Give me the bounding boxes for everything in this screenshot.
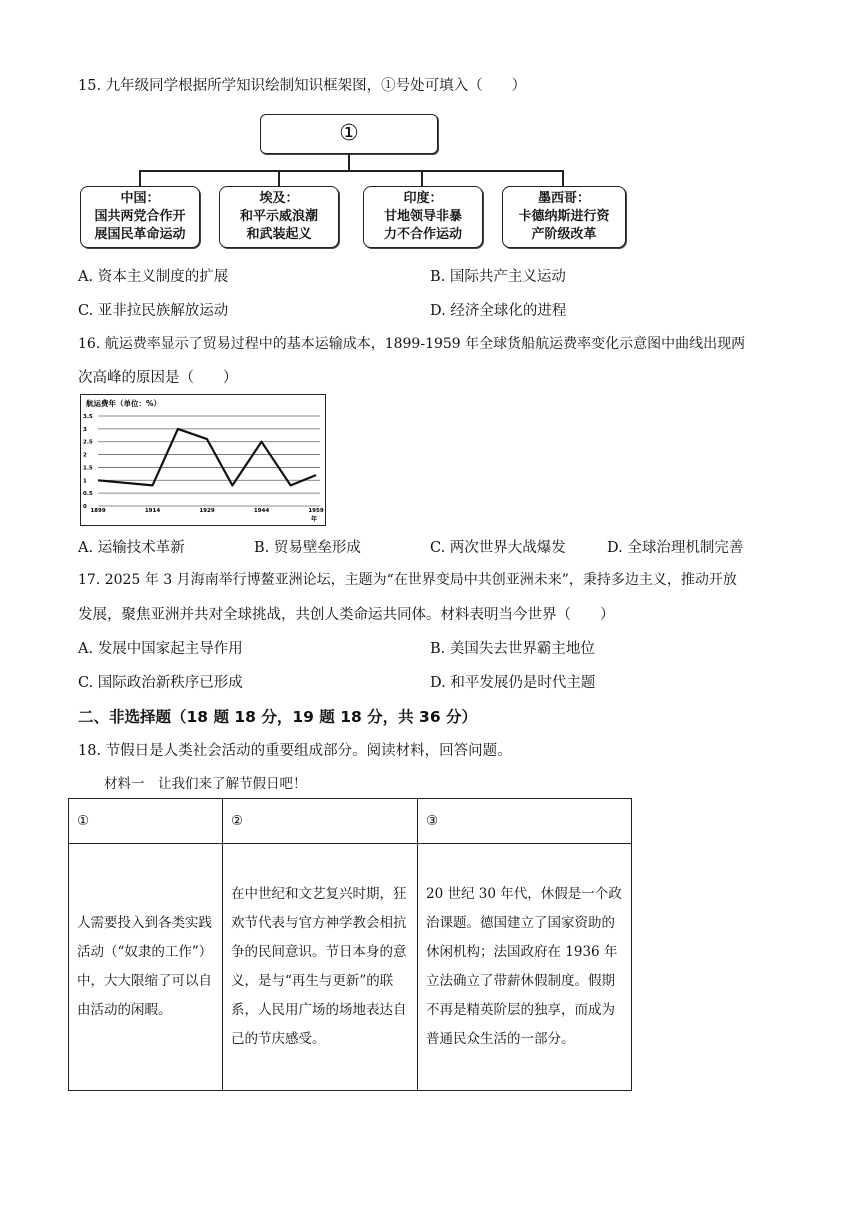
x-axis-unit: 年 bbox=[311, 516, 318, 523]
y-tick-label: 3.5 bbox=[83, 414, 93, 420]
table-header-cell: ③ bbox=[418, 799, 632, 844]
q17-stem-line2: 发展，聚焦亚洲并共对全球挑战，共创人类命运共同体。材料表明当今世界（ ） bbox=[78, 607, 615, 623]
q18-stem: 18. 节假日是人类社会活动的重要组成部分。阅读材料，回答问题。 bbox=[78, 743, 512, 759]
box-line: 国共两党合作开 bbox=[94, 209, 186, 224]
y-tick-label: 1.5 bbox=[83, 465, 93, 472]
q16-option-b[interactable]: B. 贸易壁垒形成 bbox=[254, 540, 361, 556]
q17-option-a[interactable]: A. 发展中国家起主导作用 bbox=[78, 641, 243, 657]
diagram-connector bbox=[278, 170, 280, 186]
x-tick-label: 1914 bbox=[144, 508, 161, 514]
section-heading: 二、非选择题（18 题 18 分，19 题 18 分，共 36 分） bbox=[78, 708, 478, 726]
box-line: 和武装起义 bbox=[246, 227, 312, 242]
q17-stem-line1: 17. 2025 年 3 月海南举行博鳌亚洲论坛，主题为“在世界变局中共创亚洲未来”，秉持多边主义，推动开放 bbox=[78, 572, 737, 588]
q15-option-c[interactable]: C. 亚非拉民族解放运动 bbox=[78, 303, 229, 319]
x-tick-label: 1959 bbox=[308, 508, 324, 514]
q15-stem: 15. 九年级同学根据所学知识绘制知识框架图，①号处可填入（ ） bbox=[78, 78, 527, 94]
q17-option-b[interactable]: B. 美国失去世界霸主地位 bbox=[430, 641, 595, 657]
q15-option-a[interactable]: A. 资本主义制度的扩展 bbox=[78, 269, 229, 285]
diagram-box-china bbox=[80, 186, 200, 248]
q15-option-b[interactable]: B. 国际共产主义运动 bbox=[430, 269, 566, 285]
table-row bbox=[69, 844, 632, 1091]
material-title: 材料一 让我们来了解节假日吧！ bbox=[104, 776, 307, 792]
diagram-connector bbox=[139, 170, 141, 186]
diagram-connector bbox=[421, 170, 423, 186]
box-line: 埃及： bbox=[259, 191, 299, 206]
table-cell: 在中世纪和文艺复兴时期，狂欢节代表与官方神学教会相抗争的民间意识。节日本身的意义，是与“再生与更新”的联系，人民用广场的场地表达自己的节庆感受。 bbox=[223, 844, 418, 1091]
box-line: 中国： bbox=[120, 191, 160, 206]
y-tick-label: 2.5 bbox=[83, 439, 93, 446]
diagram-connector bbox=[139, 170, 563, 172]
q15-option-d[interactable]: D. 经济全球化的进程 bbox=[430, 303, 567, 319]
box-line: 产阶级改革 bbox=[531, 227, 597, 242]
table-cell: 人需要投入到各类实践活动（“奴隶的工作”）中，大大限缩了可以自由活动的闲暇。 bbox=[69, 844, 223, 1091]
box-line: 力不合作运动 bbox=[383, 227, 462, 242]
q17-option-c[interactable]: C. 国际政治新秩序已形成 bbox=[78, 675, 243, 691]
q17-option-d[interactable]: D. 和平发展仍是时代主题 bbox=[430, 675, 596, 691]
table-cell: 20 世纪 30 年代，休假是一个政治课题。德国建立了国家资助的休闲机构；法国政府在 1936 年立法确立了带薪休假制度。假期不再是精英阶层的独享，而成为普通民众生活的一部分。 bbox=[418, 844, 632, 1091]
box-line: 卡德纳斯进行资 bbox=[518, 209, 610, 224]
y-tick-label: 2 bbox=[83, 452, 87, 459]
q16-option-a[interactable]: A. 运输技术革新 bbox=[78, 540, 185, 556]
box-line: 印度： bbox=[403, 191, 443, 206]
box-line: 展国民革命运动 bbox=[94, 227, 186, 242]
y-tick-label: 1 bbox=[83, 478, 87, 485]
diagram-box-india bbox=[363, 186, 483, 248]
y-tick-label: 0.5 bbox=[83, 491, 93, 498]
box-line: 和平示威浪潮 bbox=[239, 209, 318, 224]
y-tick-label: 3 bbox=[83, 426, 87, 433]
material-table bbox=[68, 798, 632, 1091]
q16-option-c[interactable]: C. 两次世界大战爆发 bbox=[430, 540, 566, 556]
box-line: 墨西哥： bbox=[537, 191, 590, 206]
chart-title: 航运费年（单位：%） bbox=[86, 399, 162, 408]
box-line: 甘地领导非暴 bbox=[383, 209, 462, 224]
diagram-connector bbox=[562, 170, 564, 186]
x-tick-label: 1929 bbox=[199, 508, 215, 514]
x-tick-label: 1944 bbox=[253, 508, 270, 514]
x-tick-label: 1899 bbox=[90, 508, 106, 514]
q16-stem-line1: 16. 航运费率显示了贸易过程中的基本运输成本，1899-1959 年全球货船航运费率变化示意图中曲线出现两 bbox=[78, 336, 746, 352]
y-tick-label: 0 bbox=[83, 504, 87, 510]
table-header-cell: ① bbox=[69, 799, 223, 844]
diagram-box-egypt bbox=[219, 186, 339, 248]
table-header-row bbox=[69, 799, 632, 844]
shipping-rate-chart bbox=[80, 394, 326, 526]
diagram-top-box: ① bbox=[260, 114, 438, 154]
diagram-connector bbox=[348, 153, 350, 171]
table-header-cell: ② bbox=[223, 799, 418, 844]
q16-stem-line2: 次高峰的原因是（ ） bbox=[78, 370, 238, 386]
diagram-box-mexico bbox=[502, 186, 626, 248]
q16-option-d[interactable]: D. 全球治理机制完善 bbox=[607, 540, 744, 556]
